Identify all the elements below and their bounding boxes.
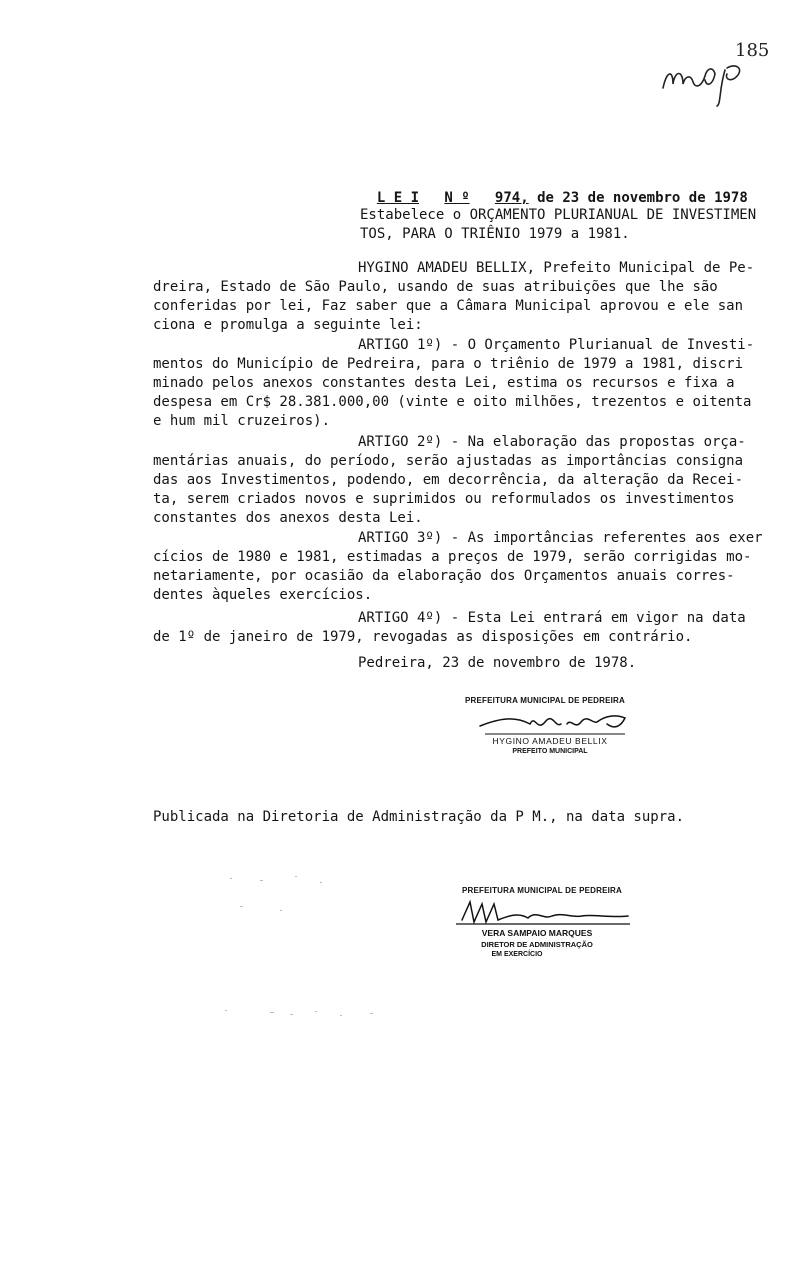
preamble-line: HYGINO AMADEU BELLIX, Prefeito Municipal de Pe-: [358, 260, 755, 276]
numero-label: N º: [444, 190, 470, 206]
preamble-line: ciona e promulga a seguinte lei:: [153, 317, 423, 333]
lei-label: L E I: [376, 190, 420, 206]
director-subtitle: EM EXERCÍCIO: [491, 951, 543, 958]
place-date: Pedreira, 23 de novembro de 1978.: [358, 655, 637, 671]
ementa-line: Estabelece o ORÇAMENTO PLURIANUAL DE INVESTIMEN: [360, 207, 757, 223]
artigo-line: despesa em Cr$ 28.381.000,00 (vinte e oito milhões, trezentos e oitenta: [153, 394, 752, 410]
artigo-line: mentos do Município de Pedreira, para o triênio de 1979 a 1981, discri: [153, 356, 744, 372]
page-number: 185: [735, 40, 770, 61]
mayor-name: HYGINO AMADEU BELLIX: [492, 736, 608, 746]
law-heading: [360, 170, 748, 208]
mayor-title: PREFEITO MUNICIPAL: [512, 748, 588, 755]
artigo-line: de 1º de janeiro de 1979, revogadas as disposições em contrário.: [153, 629, 693, 645]
artigo-line: minado pelos anexos constantes desta Lei, estima os recursos e fixa a: [153, 375, 735, 391]
mayor-stamp: [455, 696, 635, 766]
artigo-line: ta, serem criados novos e suprimidos ou reformulados os investimentos: [153, 491, 735, 507]
director-stamp-header: PREFEITURA MUNICIPAL DE PEDREIRA: [461, 886, 623, 895]
artigo-line: ARTIGO 2º) - Na elaboração das propostas orça-: [358, 434, 746, 450]
mayor-stamp-header: PREFEITURA MUNICIPAL DE PEDREIRA: [464, 696, 626, 705]
artigo-line: ARTIGO 3º) - As importâncias referentes aos exer: [358, 530, 763, 546]
artigo-line: netariamente, por ocasião da elaboração dos Orçamentos anuais corres-: [153, 568, 735, 584]
artigo-line: e hum mil cruzeiros).: [153, 413, 331, 429]
director-signature: [452, 896, 637, 930]
artigo-line: cícios de 1980 e 1981, estimadas a preços de 1979, serão corrigidas mo-: [153, 549, 752, 565]
scan-noise: [220, 870, 420, 1030]
preamble-line: dreira, Estado de São Paulo, usando de suas atribuições que lhe são: [153, 279, 718, 295]
director-title: DIRETOR DE ADMINISTRAÇÃO: [481, 940, 593, 949]
law-date: de 23 de novembro de 1978: [537, 190, 748, 206]
ementa-line: TOS, PARA O TRIÊNIO 1979 a 1981.: [360, 226, 630, 242]
artigo-line: ARTIGO 1º) - O Orçamento Plurianual de Investi-: [358, 337, 755, 353]
director-stamp: [452, 886, 637, 966]
artigo-line: constantes dos anexos desta Lei.: [153, 510, 423, 526]
artigo-line: ARTIGO 4º) - Esta Lei entrará em vigor na data: [358, 610, 746, 626]
mayor-signature: [475, 704, 635, 738]
artigo-line: das aos Investimentos, podendo, em decorrência, da alteração da Recei-: [153, 472, 744, 488]
law-number: 974,: [494, 190, 529, 206]
artigo-line: dentes àqueles exercícios.: [153, 587, 373, 603]
publication-note: Publicada na Diretoria de Administração da P M., na data supra.: [153, 809, 685, 825]
director-name: VERA SAMPAIO MARQUES: [481, 928, 593, 938]
preamble-line: conferidas por lei, Faz saber que a Câmara Municipal aprovou e ele san: [153, 298, 744, 314]
artigo-line: mentárias anuais, do período, serão ajustadas as importâncias consigna: [153, 453, 744, 469]
